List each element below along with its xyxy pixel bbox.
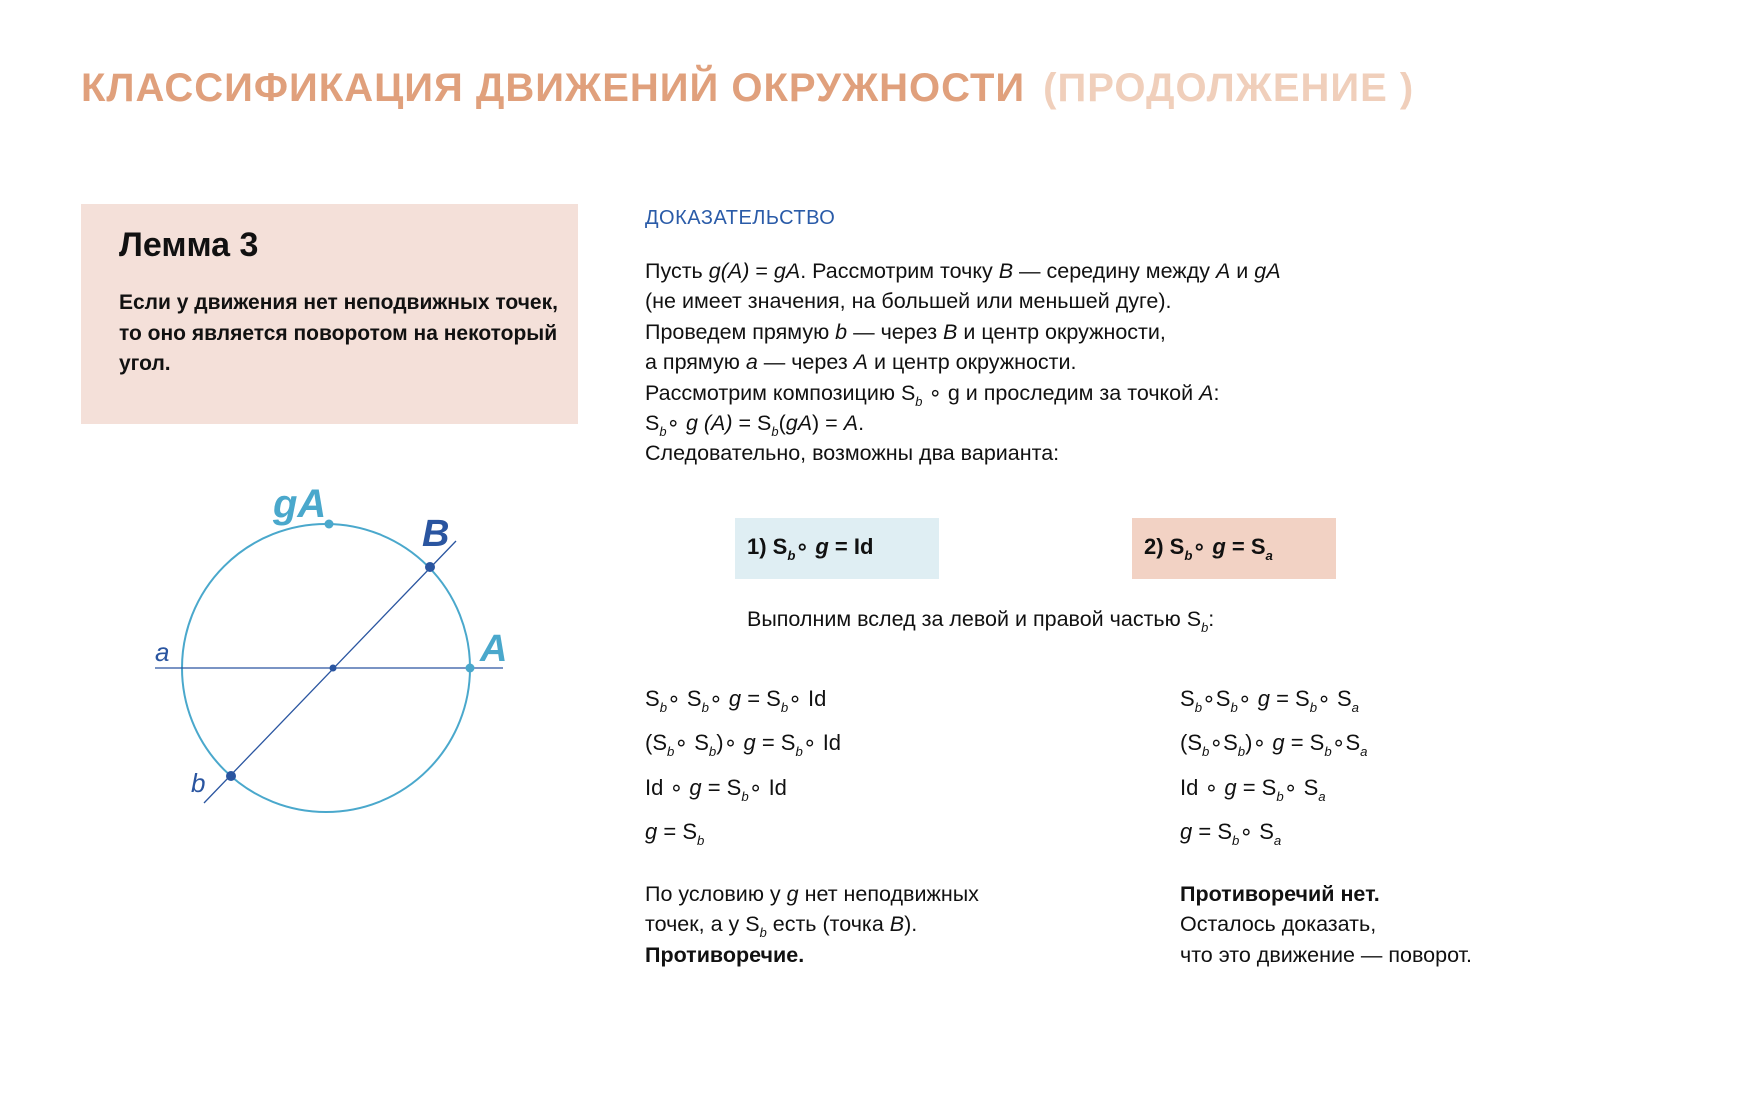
text-line [1180,909,1472,939]
text-segment: g [1212,534,1226,560]
text-segment: a [745,350,758,375]
formula [747,607,1215,635]
text-segment: 1) S [747,534,788,560]
text-segment: . Рассмотрим точку [800,259,999,283]
text-segment: = [749,259,774,283]
case-1-box [735,518,939,579]
subscript: b [1237,744,1246,760]
text-segment: S [1180,686,1195,711]
subscript: b [697,832,705,848]
lemma-heading: Лемма 3 [119,226,259,264]
text-segment: Выполним вслед за левой и правой частью S [747,607,1202,631]
text-segment: есть (точка [766,912,890,937]
subscript: b [659,423,667,439]
text-line [645,347,1281,377]
subscript: a [1351,699,1359,715]
equation-line [1180,730,1368,774]
text-segment: = S [1269,686,1310,711]
text-segment: g [1180,818,1193,844]
subscript: b [1276,788,1284,804]
text-segment: ∘ g и проследим за точкой [922,380,1200,405]
text-segment: Пусть [645,259,709,283]
text-segment: S [645,410,660,435]
case-2-box [1132,518,1336,579]
text-segment: Проведем прямую [645,319,836,344]
text-segment: ∘S [1209,730,1238,756]
text-line [645,940,979,970]
text-segment: ∘ [666,410,686,435]
subscript: b [780,699,789,715]
point-A [466,664,475,673]
subscript: b [1201,619,1209,635]
subscript: b [1230,699,1238,715]
subscript: a [1360,744,1368,760]
text-segment: = Id [828,534,874,560]
text-segment: A [1215,259,1231,283]
subscript: b [667,744,675,760]
text-segment: S [645,686,660,711]
text-line [1180,879,1472,909]
text-line [645,408,1281,438]
text-segment: Id ∘ [645,774,690,800]
text-line [1180,940,1472,970]
text-segment: B [998,259,1014,283]
text-segment: b [835,319,848,344]
text-segment: Id ∘ [1180,774,1225,800]
text-segment: (S [1180,730,1202,756]
text-segment: = S [741,686,781,711]
text-segment: A [843,410,859,435]
equation-line [645,730,841,774]
text-segment: g [786,882,799,906]
text-segment: что это движение — поворот. [1180,942,1472,967]
text-segment: : [1213,380,1220,405]
equation-line [645,775,841,819]
text-segment: 2) S [1144,534,1185,560]
text-segment: B [943,319,958,344]
proof-paragraph [645,256,1281,469]
subscript: a [1273,832,1282,848]
proof-heading: ДОКАЗАТЕЛЬСТВО [645,207,836,229]
text-segment: Рассмотрим композицию S [645,380,916,405]
subscript: b [787,547,796,563]
text-line [645,317,1281,347]
label-a: a [155,637,170,667]
equation-line [1180,686,1368,730]
text-segment: = S [1225,534,1266,560]
text-segment: = S [732,410,772,435]
subscript: a [1318,788,1326,804]
text-segment: ∘ S [1283,774,1319,800]
subscript: b [1232,832,1240,848]
text-segment: ∘ [708,686,729,711]
text-segment: ∘ Id [788,686,827,711]
left-equations [645,686,841,863]
right-equations [1180,686,1368,863]
text-segment: gA [785,410,813,435]
lemma-text: Если у движения нет неподвижных точек, то оно является поворотом на некоторый угол. [119,291,558,375]
text-segment: ∘ Id [748,774,787,800]
subscript: b [759,925,767,941]
text-segment: )∘ [1245,730,1273,756]
subscript: b [1194,699,1203,715]
subscript: b [915,393,923,409]
text-segment: ). [904,912,918,937]
text-segment: Противоречий нет. [1180,882,1380,906]
text-segment: — через [757,350,854,375]
title-continuation: (ПРОДОЛЖЕНИЕ ) [1043,66,1415,110]
text-segment: (не имеет значения, на большей или меньшей дуге). [645,289,1172,314]
text-segment: ∘S [1202,686,1231,711]
text-segment: g [1257,686,1270,711]
formula [1144,534,1273,563]
text-segment: = S [1284,730,1325,756]
text-line [645,438,1281,468]
subscript: b [708,744,717,760]
right-conclusion [1180,879,1472,970]
text-line [645,879,979,909]
text-segment: и центр окружности. [868,350,1077,375]
text-segment: точек, а у S [645,912,760,937]
subscript: b [771,423,779,439]
equation-line [645,819,841,863]
label-b: b [191,768,206,798]
label-B: B [422,513,450,555]
text-segment: = S [1236,774,1277,800]
text-segment: По условию у [645,882,787,906]
text-segment: A [853,350,869,375]
point-center [330,665,337,672]
text-segment: ) = [812,410,844,435]
point-b [226,771,236,781]
label-gA: gA [273,482,327,526]
equation-line [1180,775,1368,819]
subscript: b [1184,547,1193,563]
text-segment: и [1230,259,1255,283]
text-segment: нет неподвижных [798,882,979,906]
text-segment: Противоречие. [645,942,805,967]
line-b [204,541,456,803]
text-segment: — через [847,319,944,344]
text-segment: ∘ S [674,730,709,756]
text-segment: gA [1254,259,1281,283]
equation-line [645,686,841,730]
text-segment: )∘ [716,730,744,756]
text-segment: ∘ Id [802,730,842,756]
text-segment: . [858,410,865,435]
subscript: b [701,699,709,715]
text-segment: = S [755,730,796,756]
text-segment: g [1272,730,1285,756]
subscript: b [1202,744,1210,760]
text-segment: g [689,774,702,800]
text-segment: = S [701,774,742,800]
text-segment: g [815,534,829,560]
text-segment: (S [645,730,667,756]
text-segment: g [743,730,756,756]
text-segment: и центр окружности, [957,319,1166,344]
text-segment: gA [773,259,801,283]
text-segment: ∘ S [667,686,702,711]
text-segment: g(A) [708,259,750,283]
text-segment: g [645,818,658,844]
subscript: b [741,788,749,804]
follow-text [747,607,1214,635]
text-segment: ( [778,410,786,435]
text-segment: g [728,686,742,711]
text-segment: Следовательно, возможны два варианта: [645,441,1060,466]
text-segment: ∘ [1237,686,1258,711]
text-segment: g [1224,774,1237,800]
title-main: КЛАССИФИКАЦИЯ ДВИЖЕНИЙ ОКРУЖНОСТИ [81,66,1026,110]
text-line [645,286,1281,316]
text-segment: а прямую [645,350,746,375]
text-segment: Осталось доказать, [1180,912,1377,937]
equation-line [1180,819,1368,863]
text-segment: g (A) [685,410,733,435]
formula [747,534,873,563]
text-segment: ∘ S [1317,686,1352,711]
text-segment: ∘ S [1239,818,1274,844]
text-segment: = S [657,818,697,844]
text-segment: ∘ [1192,534,1213,560]
subscript: a [1265,547,1273,563]
text-segment: ∘S [1331,730,1361,756]
text-segment: A [1199,380,1214,405]
text-line [645,909,979,939]
label-A: A [480,628,508,670]
subscript: b [795,744,803,760]
text-line [645,256,1281,286]
point-B [425,562,435,572]
text-segment: : [1208,607,1215,631]
left-conclusion [645,879,979,970]
text-segment: = S [1192,818,1232,844]
text-line [645,378,1281,408]
text-segment: ∘ [795,534,816,560]
subscript: b [1309,699,1318,715]
subscript: b [659,699,668,715]
subscript: b [1324,744,1332,760]
text-segment: — середину между [1013,259,1216,283]
text-segment: B [889,912,905,937]
